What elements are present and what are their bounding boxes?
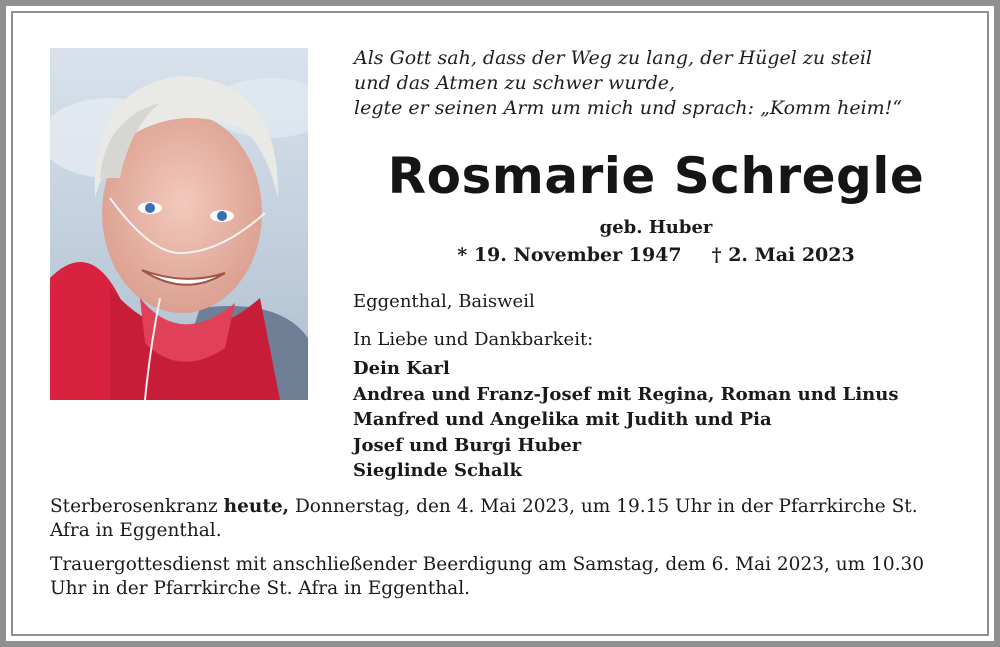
poem-line: Als Gott sah, dass der Weg zu lang, der Hügel zu steil — [354, 47, 872, 69]
rosary-details: Donnerstag, den 4. Mai 2023, um 19.15 Uhr in der Pfarrkirche St. Afra in Eggenthal. — [50, 496, 918, 541]
mourner: Manfred und Angelika mit Judith und Pia — [353, 409, 772, 430]
mourner: Sieglinde Schalk — [353, 460, 522, 481]
deceased-name: Rosmarie Schregle — [387, 147, 925, 205]
maiden-name: geb. Huber — [599, 217, 713, 238]
mourners-intro: In Liebe und Dankbarkeit: — [353, 329, 594, 350]
rosary-emphasis: heute, — [223, 496, 290, 517]
life-dates — [306, 242, 1000, 268]
funeral-notice: Trauergottesdienst mit anschließender Beerdigung am Samstag, dem 6. Mai 2023, um 10.30 Uhr in der Pfarrkirche St. Afra in Eggenthal. — [50, 554, 925, 599]
mourner: Josef und Burgi Huber — [353, 434, 582, 456]
mourners-list — [353, 356, 898, 484]
obituary-card — [6, 6, 994, 641]
poem — [354, 46, 974, 121]
places: Eggenthal, Baisweil — [353, 291, 535, 312]
death-date: † 2. Mai 2023 — [711, 244, 855, 266]
mourner: Dein Karl — [353, 358, 450, 379]
poem-line: und das Atmen zu schwer wurde, — [354, 72, 676, 94]
mourner: Andrea und Franz-Josef mit Regina, Roman und Linus — [353, 383, 899, 405]
poem-line: legte er seinen Arm um mich und sprach: „Komm heim!“ — [354, 97, 903, 119]
rosary-notice — [50, 495, 960, 543]
rosary-prefix: Sterberosenkranz — [50, 496, 224, 517]
birth-date: * 19. November 1947 — [457, 244, 682, 266]
portrait-photo — [50, 48, 308, 400]
